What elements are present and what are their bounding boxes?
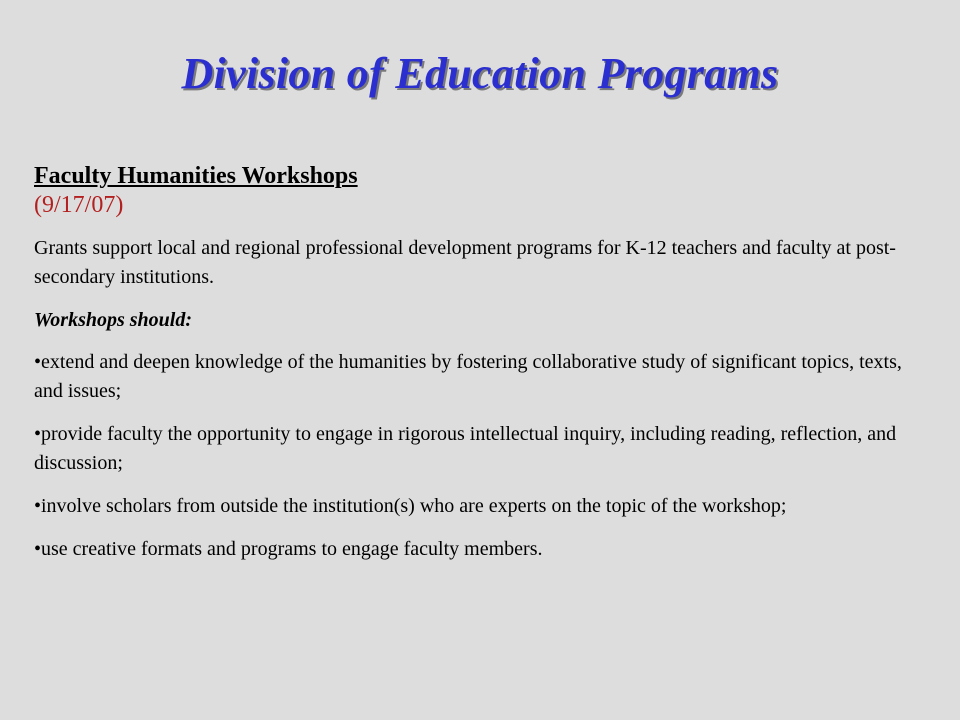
bullet-item: •extend and deepen knowledge of the humanities by fostering collaborative study of significant topics, texts, and issues; (34, 351, 902, 402)
slide-content (34, 162, 914, 564)
section-date: (9/17/07) (34, 192, 124, 218)
workshops-subheading: Workshops should: (34, 309, 193, 331)
section-heading: Faculty Humanities Workshops (34, 163, 358, 189)
bullet-list (34, 348, 914, 564)
slide-title: Division of Education Programs (181, 49, 779, 98)
bullet-item: •provide faculty the opportunity to engage in rigorous intellectual inquiry, including reading, reflection, and discussion; (34, 423, 897, 474)
intro-paragraph: Grants support local and regional professional development programs for K-12 teachers and faculty at post-secondary institutions. (34, 237, 896, 288)
bullet-item: •use creative formats and programs to engage faculty members. (34, 538, 543, 560)
bullet-item: •involve scholars from outside the institution(s) who are experts on the topic of the workshop; (34, 495, 787, 517)
